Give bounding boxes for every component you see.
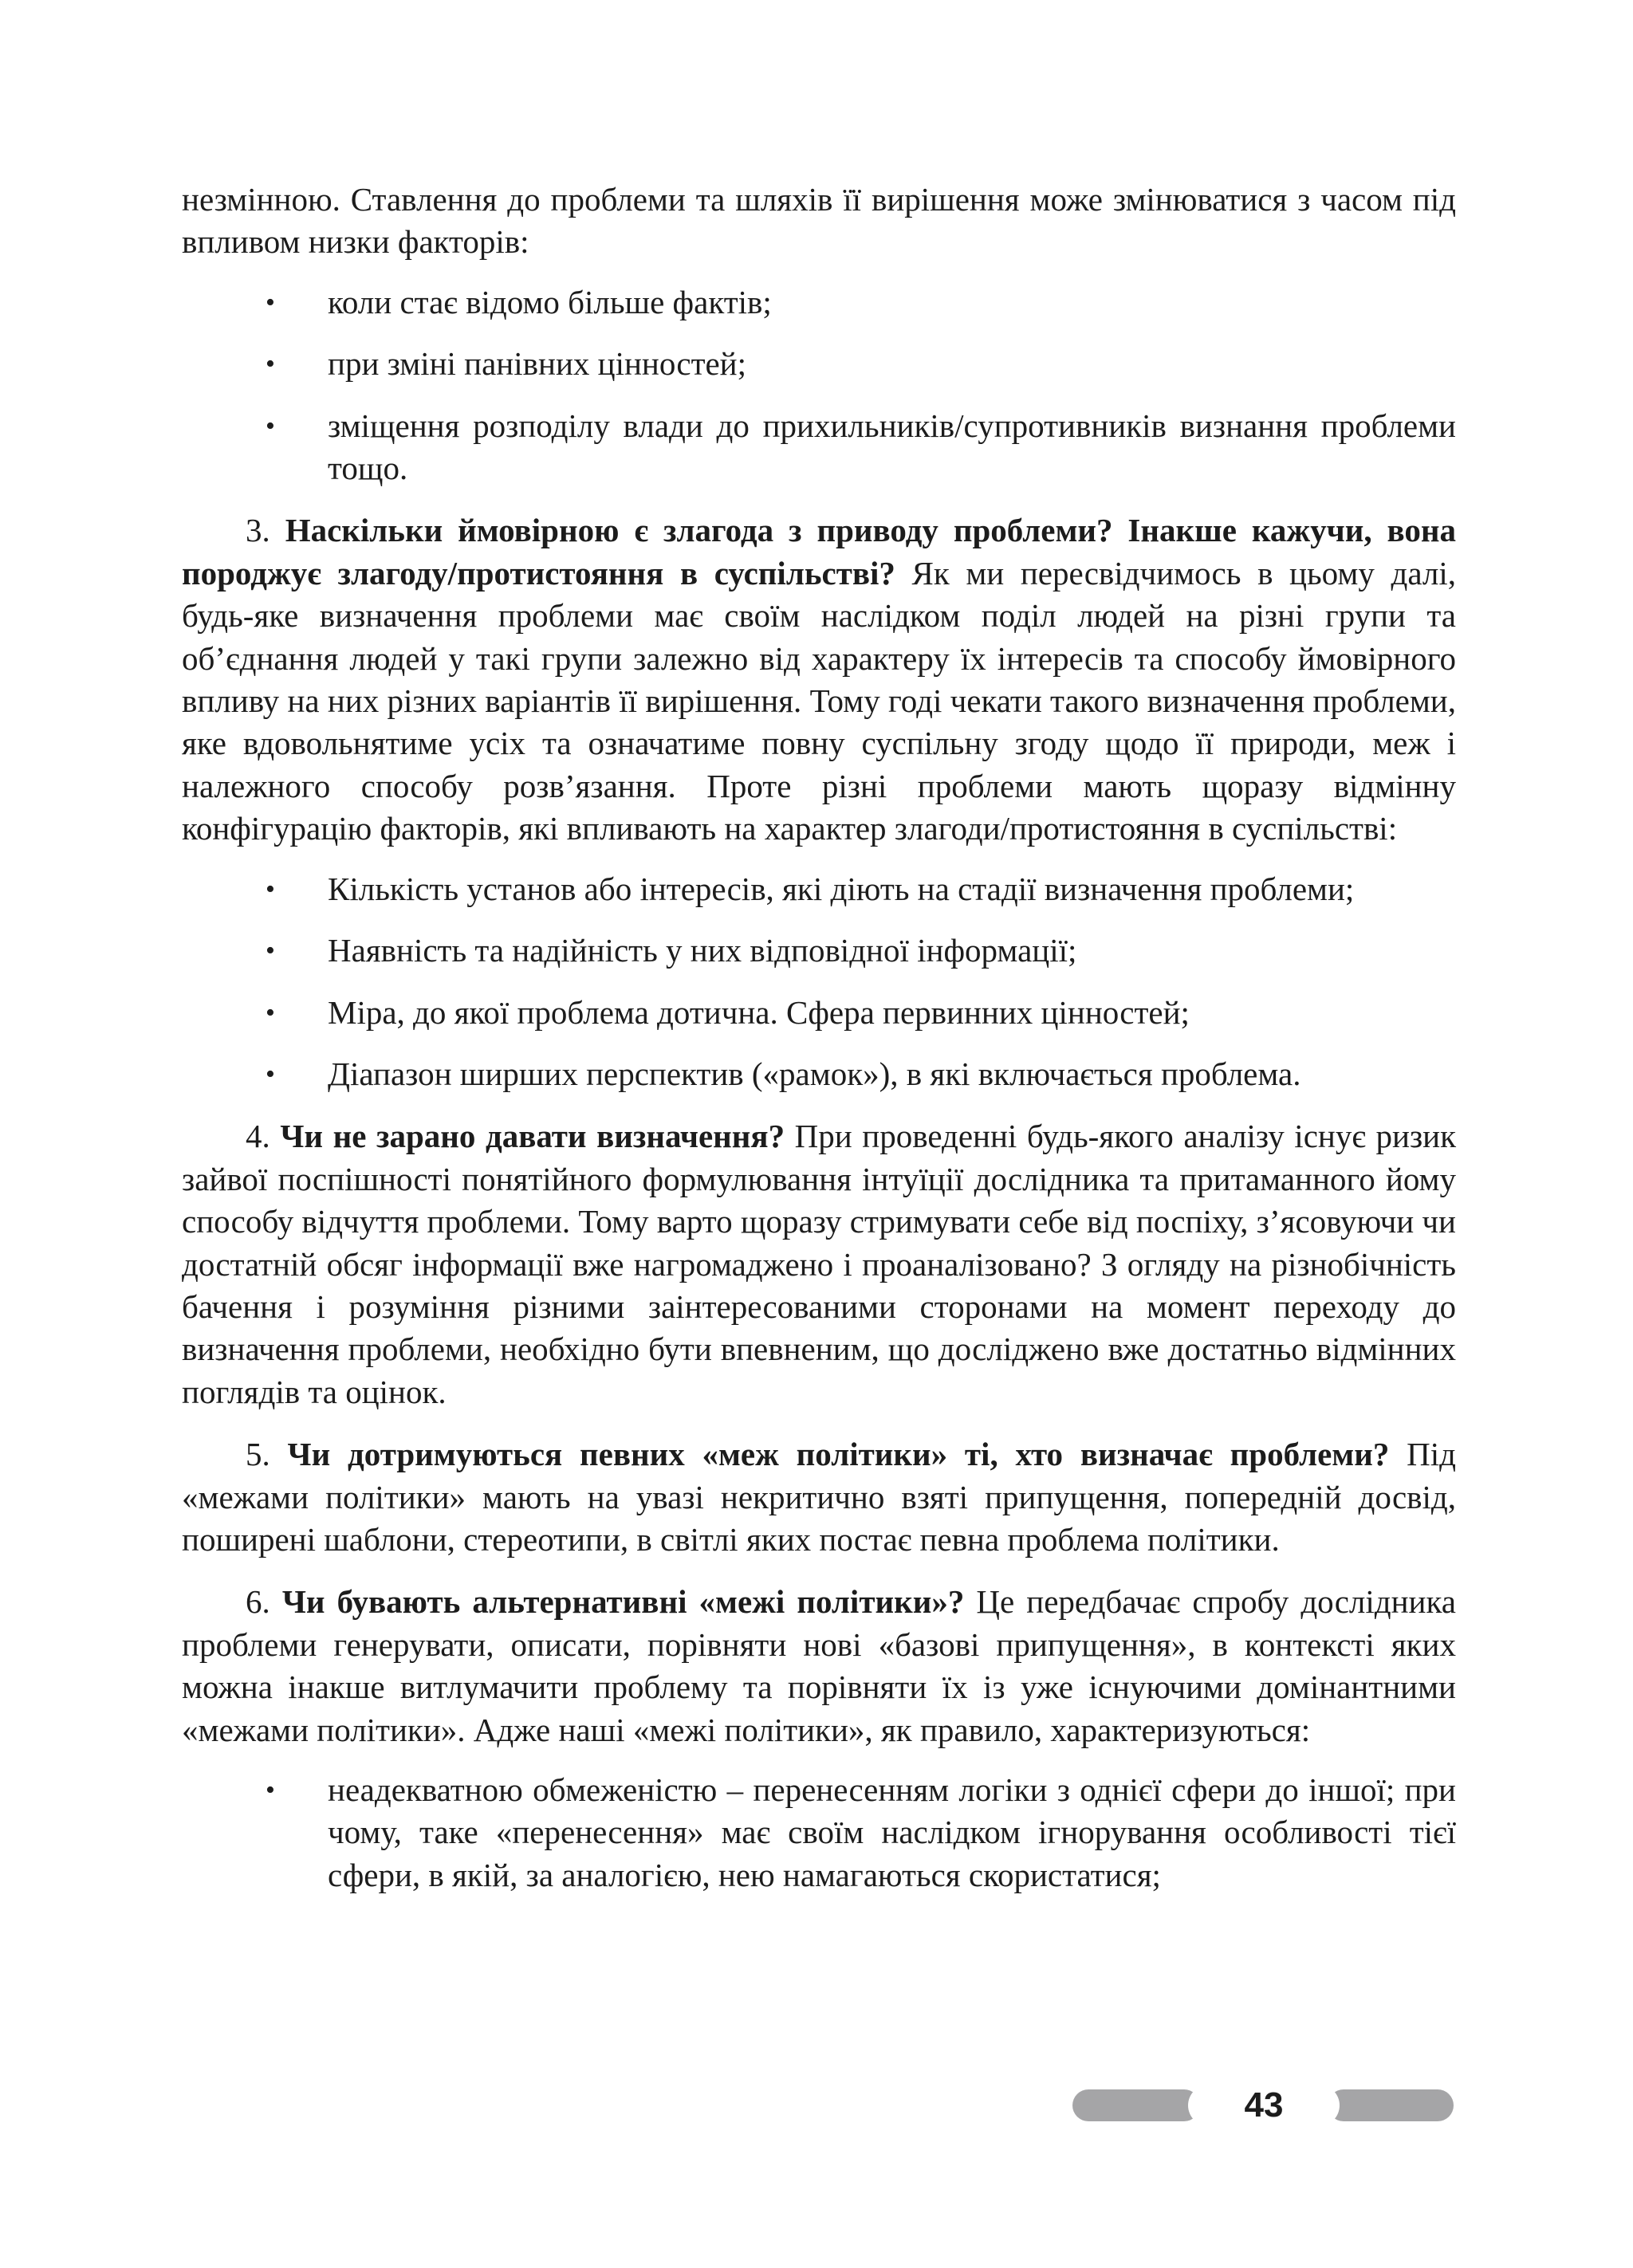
question-5-paragraph: 5. Чи дотримуються певних «меж політики» ті, хто визначає проблеми? Під «межами політики» мають на увазі некритично взяті припущення, попередній досвід, поширені шаблони, стереотипи, в світлі яких постає певна проблема політики. — [182, 1436, 1456, 1558]
list-item: • Міра, до якої проблема дотична. Сфера первинних цінностей; — [182, 992, 1456, 1034]
bullet-icon: • — [266, 997, 275, 1028]
intro-paragraph: незмінною. Ставлення до проблеми та шляхів її вирішення може змінюватися з часом під впливом низки факторів: — [182, 181, 1456, 261]
list-item: • Кількість установ або інтересів, які діють на стадії визначення проблеми; — [182, 868, 1456, 910]
page-number: 43 — [1188, 2085, 1340, 2126]
list-item: • коли стає відомо більше фактів; — [182, 281, 1456, 324]
question-number: 6. — [246, 1583, 270, 1621]
bullet-icon: • — [266, 287, 275, 317]
bullet-icon: • — [266, 1775, 275, 1805]
question-heading: Чи бувають альтернативні «межі політики»? — [281, 1583, 965, 1621]
footer-bar-right — [1328, 2089, 1454, 2121]
factors-list — [182, 281, 1456, 490]
page-footer — [1072, 2085, 1454, 2123]
question-heading: Чи не зарано давати визначення? — [280, 1118, 785, 1155]
question-3-paragraph: 3. Наскільки ймовірною є злагода з приводу проблеми? Інакше кажучи, вона породжує злагоду/протистояння в суспільстві? Як ми пересвідчимось в цьому далі, будь-яке визначення проблеми має своїм наслідком поділ людей на різні групи та об’єднання людей у такі групи залежно від характеру їх інтересів та способу ймовірного впливу на них різних варіантів її вирішення. Тому годі чекати такого визначення проблеми, яке вдовольнятиме усіх та означатиме повну суспільну згоду щодо її природи, меж і належного способу розв’язання. Проте різні проблеми мають щоразу відмінну конфігурацію факторів, які впливають на характер злагоди/протистояння в суспільстві: — [182, 512, 1456, 847]
list-item: • неадекватною обмеженістю – перенесенням логіки з однієї сфери до іншої; при чому, таке «перенесення» має своїм наслідком ігнорування особливості тієї сфери, в якій, за аналогією, нею намагаються скористатися; — [182, 1769, 1456, 1897]
question-4-paragraph: 4. Чи не зарано давати визначення? При проведенні будь-якого аналізу існує ризик зайвої поспішності понятійного формулювання інтуїції дослідника та притаманного йому способу відчуття проблеми. Тому варто щоразу стримувати себе від поспіху, з’ясовуючи чи достатній обсяг інформації вже нагромаджено і проаналізовано? З огляду на різнобічність бачення і розуміння різними заінтересованими сторонами на момент переходу до визначення проблеми, необхідно бути впевненим, що досліджено вже достатньо відмінних поглядів та оцінок. — [182, 1118, 1456, 1410]
footer-bar-left — [1072, 2089, 1200, 2121]
consensus-factors-list — [182, 868, 1456, 1096]
list-item: • Діапазон ширших перспектив («рамок»), в які включається проблема. — [182, 1053, 1456, 1095]
policy-frames-list — [182, 1769, 1456, 1897]
question-heading: Наскільки ймовірною є злагода з приводу проблеми? Інакше кажучи, вона породжує злагоду/протистояння в суспільстві? — [182, 512, 1456, 592]
bullet-icon: • — [266, 874, 275, 904]
bullet-icon: • — [266, 936, 275, 966]
question-number: 5. — [246, 1436, 270, 1473]
question-heading: Чи дотримуються певних «меж політики» ті, хто визначає проблеми? — [287, 1436, 1390, 1473]
question-number: 3. — [246, 512, 270, 549]
page-body — [182, 179, 1456, 1897]
bullet-icon: • — [266, 1059, 275, 1089]
list-item: • Наявність та надійність у них відповідної інформації; — [182, 930, 1456, 972]
list-item: • зміщення розподілу влади до прихильників/супротивників визнання проблеми тощо. — [182, 405, 1456, 490]
question-number: 4. — [246, 1118, 270, 1155]
list-item: • при зміні панівних цінностей; — [182, 343, 1456, 385]
bullet-icon: • — [266, 411, 275, 441]
bullet-icon: • — [266, 349, 275, 379]
question-6-paragraph: 6. Чи бувають альтернативні «межі політики»? Це передбачає спробу дослідника проблеми генерувати, описати, порівняти нові «базові припущення», в контексті яких можна інакше витлумачити проблему та порівняти їх із уже існуючими домінантними «межами політики». Адже наші «межі політики», як правило, характеризуються: — [182, 1583, 1456, 1748]
